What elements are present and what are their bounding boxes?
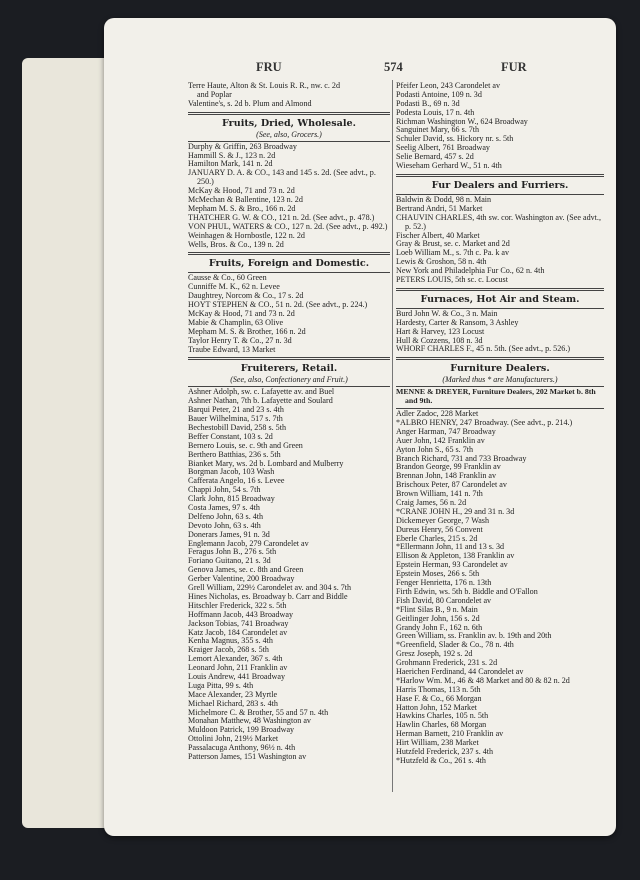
- listing-line: Borgman Jacob, 103 Wash: [188, 468, 275, 477]
- listing-line: Lewis & Groshon, 58 n. 4th: [396, 258, 487, 267]
- listing-line: Bertrand Andri, 51 Market: [396, 204, 483, 213]
- listing-line: Anger Harman, 747 Broadway: [396, 427, 496, 436]
- listing-line: Traube Edward, 13 Market: [188, 345, 276, 354]
- section-heading: Fruits, Foreign and Domestic.: [208, 258, 370, 270]
- section-entries: [188, 274, 390, 354]
- listing-line: HOYT STEPHEN & CO., 51 n. 2d. (See advt., p. 224.): [188, 301, 368, 310]
- directory-page: [104, 18, 616, 836]
- listing-line: Chappi John, 54 s. 7th: [188, 486, 261, 495]
- listing-line: Bauer Wilhelmina, 517 s. 7th: [188, 415, 283, 424]
- listing-line: Weinhagen & Hornbostle, 122 n. 2d: [188, 231, 305, 240]
- listing-line: Hirt William, 238 Market: [396, 739, 479, 748]
- section-rule: [396, 308, 604, 309]
- listing-line: Craig James, 56 n. 2d: [396, 499, 467, 508]
- listing-line: *Harlow Wm. M., 46 & 48 Market and 80 & 82 n. 2d: [396, 676, 570, 685]
- listing-line: Clark John, 815 Broadway: [188, 495, 275, 504]
- listing-line: Kenha Magnus, 355 s. 4th: [188, 637, 273, 646]
- section-rule: [188, 112, 390, 115]
- section-rule: [396, 357, 604, 360]
- listing-line: Burd John W. & Co., 3 n. Main: [396, 309, 498, 318]
- listing-line: Mabie & Champlin, 63 Olive: [188, 318, 284, 327]
- listing-line: Hammill S. & J., 123 n. 2d: [188, 151, 276, 160]
- listing-line: Michael Richard, 283 s. 4th: [188, 699, 278, 708]
- page-number: 574: [384, 60, 403, 74]
- listing-line: Patterson James, 151 Washington av: [188, 752, 307, 761]
- section-note: (See, also, Grocers.): [256, 129, 322, 139]
- left-column: [188, 82, 390, 762]
- section-entries: [188, 388, 390, 761]
- listing-line: *ALBRO HENRY, 247 Broadway. (See advt., p. 214.): [396, 419, 573, 428]
- listing-line: Cafferata Angelo, 16 s. Levee: [188, 477, 285, 486]
- listing-line: Beffer Constant, 103 s. 2d: [188, 432, 273, 441]
- listing-line: Epstein Moses, 266 s. 5th: [396, 570, 480, 579]
- listing-line: Fenger Henrietta, 176 n. 13th: [396, 579, 492, 588]
- section-heading: Fruiterers, Retail.: [240, 363, 338, 375]
- section-rule: [188, 272, 390, 273]
- section-entries: [188, 143, 390, 250]
- listing-line: Katz Jacob, 184 Carondelet av: [188, 628, 288, 637]
- listing-line: Costa James, 97 s. 4th: [188, 504, 260, 513]
- listing-line: Pfeifer Leon, 243 Carondelet av: [396, 82, 501, 90]
- listing-line: *CRANE JOHN H., 29 and 31 n. 3d: [396, 507, 515, 516]
- listing-line: Eberle Charles, 215 s. 2d: [396, 534, 478, 543]
- section-rule: [396, 386, 604, 387]
- listing-line: Brennan John, 148 Franklin av: [396, 472, 497, 481]
- listing-line: Ayton John S., 65 s. 7th: [396, 445, 474, 454]
- listing-line: Hoffmann Jacob, 443 Broadway: [188, 610, 294, 619]
- listing-line: CHAUVIN CHARLES, 4th sw. cor. Washington av. (See advt., p. 52.): [396, 213, 601, 231]
- listing-line: Mace Alexander, 23 Myrtle: [188, 690, 278, 699]
- listing-line: JANUARY D. A. & CO., 143 and 145 s. 2d. (See advt., p. 250.): [188, 169, 376, 187]
- listing-line: Leonard John, 211 Franklin av: [188, 664, 288, 673]
- listing-line: Foriano Guitano, 21 s. 3d: [188, 557, 271, 566]
- listing-line: Seelig Albert, 761 Broadway: [396, 144, 490, 153]
- listing-line: Mepham M. S. & Brother, 166 n. 2d: [188, 327, 306, 336]
- section-entries: [396, 310, 604, 354]
- listing-line: Wieseham Gerhard W., 51 n. 4th: [396, 162, 502, 171]
- listing-line: Delfeno John, 63 s. 4th: [188, 512, 264, 521]
- section-note: (See, also, Confectionery and Fruit.): [230, 375, 348, 385]
- listing-line: Sanguinet Mary, 66 s. 7th: [396, 126, 480, 135]
- section-rule: [396, 174, 604, 177]
- listing-line: Baldwin & Dodd, 98 n. Main: [396, 195, 492, 204]
- listing-line: Hardesty, Carter & Ransom, 3 Ashley: [396, 318, 519, 327]
- listing-line: Michelmore C. & Brother, 55 and 57 n. 4th: [188, 708, 329, 717]
- listing-line: Taylor Henry T. & Co., 27 n. 3d: [188, 336, 292, 345]
- listing-line: Hart & Harvey, 123 Locust: [396, 327, 485, 336]
- listing-line: Hawkins Charles, 105 n. 5th: [396, 712, 489, 721]
- listing-line: McKay & Hood, 71 and 73 n. 2d: [188, 310, 295, 318]
- listing-line: Grohmann Frederick, 231 s. 2d: [396, 659, 498, 668]
- header-right-word: FUR: [501, 60, 527, 74]
- listing-line: Terre Haute, Alton & St. Louis R. R., nw. c. 2d: [188, 82, 340, 90]
- section-entries: [396, 410, 604, 766]
- listing-line: Grandy John F., 162 n. 6th: [396, 623, 483, 632]
- listing-line: Causse & Co., 60 Green: [188, 274, 267, 283]
- listing-line: *Ellermann John, 11 and 13 s. 3d: [396, 543, 505, 552]
- section-heading: Furnaces, Hot Air and Steam.: [420, 293, 580, 305]
- section-rule: [188, 141, 390, 142]
- listing-line: Hull & Cozzens, 108 n. 3d: [396, 336, 483, 345]
- listing-line: Hamilton Mark, 141 n. 2d: [188, 160, 273, 169]
- listing-line: Devoto John, 63 s. 4th: [188, 521, 261, 530]
- listing-line: Podesta Louis, 17 n. 4th: [396, 108, 475, 117]
- section-rule: [188, 357, 390, 360]
- listing-line: Ottolini John, 219½ Market: [188, 735, 279, 744]
- listing-line: Muldoon Patrick, 199 Broadway: [188, 726, 295, 735]
- listing-line: Geitlinger John, 156 s. 2d: [396, 614, 480, 623]
- listing-line: Jackson Tobias, 741 Broadway: [188, 619, 289, 628]
- listing-line: Feragus John B., 276 s. 5th: [188, 548, 277, 557]
- listing-line: Valentine's, s. 2d b. Plum and Almond: [188, 99, 312, 108]
- section-heading: Fruits, Dried, Wholesale.: [222, 117, 356, 129]
- listing-line: Schuler David, ss. Hickory nr. s. 5th: [396, 135, 514, 144]
- listing-line: WHORF CHARLES F., 45 n. 5th. (See advt., p. 526.): [396, 345, 571, 354]
- listing-line: Brischoux Peter, 87 Carondelet av: [396, 481, 507, 490]
- listing-line: Ellison & Appleton, 138 Franklin av: [396, 552, 515, 561]
- listing-line: Bernero Louis, se. c. 9th and Green: [188, 441, 303, 450]
- listing-line: Fischer Albert, 40 Market: [396, 231, 480, 240]
- section-rule: [396, 288, 604, 291]
- listing-line: Gray & Brust, se. c. Market and 2d: [396, 240, 510, 249]
- listing-line: Hase F. & Co., 66 Morgan: [396, 694, 482, 703]
- listing-line: Epstein Herman, 93 Carondelet av: [396, 561, 508, 570]
- listing-line: Dureus Henry, 56 Convent: [396, 525, 483, 534]
- listing-line: Ashner Nathan, 7th b. Lafayette and Soulard: [188, 397, 333, 406]
- listing-line: Dickemeyer George, 7 Wash: [396, 516, 489, 525]
- listing-line: Hutzfeld Frederick, 237 s. 4th: [396, 747, 494, 756]
- right-column: [396, 82, 604, 766]
- listing-line: McKay & Hood, 71 and 73 n. 2d: [188, 187, 295, 196]
- listing-line: *Flint Silas B., 9 n. Main: [396, 605, 478, 614]
- listing-line: Lemort Alexander, 367 s. 4th: [188, 655, 283, 664]
- section-heading: Fur Dealers and Furriers.: [431, 179, 569, 191]
- listing-line: Cunniffe M. K., 62 n. Levee: [188, 283, 280, 292]
- listing-line: Hatton John, 152 Market: [396, 703, 477, 712]
- listing-line: Monahan Matthew, 48 Washington av: [188, 717, 311, 726]
- listing-line: PETERS LOUIS, 5th sc. c. Locust: [396, 275, 508, 284]
- listing-line: Branch Richard, 731 and 733 Broadway: [396, 454, 527, 463]
- listing-line: Passalacuga Anthony, 96½ n. 4th: [188, 744, 296, 753]
- listing-line: Berthero Batthias, 236 s. 5th: [188, 450, 281, 459]
- section-entries: [396, 196, 604, 285]
- page-header: [104, 60, 616, 76]
- listing-line: Mepham M. S. & Bro., 166 n. 2d: [188, 204, 296, 213]
- listing-line: THATCHER G. W. & CO., 121 n. 2d. (See advt., p. 478.): [188, 213, 375, 222]
- column-divider: [392, 80, 393, 792]
- listing-line: Ashner Adolph, sw. c. Lafayette av. and Buel: [188, 388, 335, 397]
- listing-line: Adler Zadoc, 228 Market: [396, 410, 479, 419]
- listing-line: Harris Thomas, 113 n. 5th: [396, 685, 481, 694]
- listing-line: Donerars James, 91 n. 3d: [188, 530, 270, 539]
- section-rule: [396, 408, 604, 409]
- section-entries: [396, 82, 604, 171]
- listing-line: Bianket Mary, ws. 2d b. Lombard and Mulberry: [188, 459, 344, 468]
- header-left-word: FRU: [256, 60, 282, 74]
- listing-line: Gresz Joseph, 192 s. 2d: [396, 650, 473, 659]
- listing-line: Daughtrey, Norcom & Co., 17 s. 2d: [188, 292, 304, 301]
- listing-line: Luga Pitta, 99 s. 4th: [188, 681, 254, 690]
- listing-line: Louis Andrew, 441 Broadway: [188, 672, 286, 681]
- listing-line: Auer John, 142 Franklin av: [396, 436, 485, 445]
- listing-line: Fish David, 80 Carondelet av: [396, 596, 492, 605]
- listing-line: Brown William, 141 n. 7th: [396, 490, 483, 499]
- listing-line: Podasti Antoine, 109 n. 3d: [396, 90, 482, 99]
- listing-line: Firth Edwin, ws. 5th b. Biddle and O'Fallon: [396, 587, 538, 596]
- listing-line: Barqui Peter, 21 and 23 s. 4th: [188, 406, 284, 415]
- listing-line: *Hutzfeld & Co., 261 s. 4th: [396, 756, 486, 765]
- listing-line: Hines Nicholas, es. Broadway b. Carr and Biddle: [188, 592, 348, 601]
- listing-line: Kraiger Jacob, 268 s. 5th: [188, 646, 269, 655]
- listing-line: and Poplar: [197, 90, 232, 99]
- section-rule: [188, 386, 390, 387]
- listing-line: Herman Barnett, 210 Franklin av: [396, 730, 504, 739]
- section-rule: [396, 194, 604, 195]
- listing-line: Bechestobill David, 258 s. 5th: [188, 424, 287, 433]
- listing-line: Englemann Jacob, 279 Carondelet av: [188, 539, 309, 548]
- listing-line: *Greenfield, Slader & Co., 78 n. 4th: [396, 641, 514, 650]
- section-note: (Marked thus * are Manufacturers.): [442, 375, 558, 385]
- listing-line: Selie Bernard, 457 s. 2d: [396, 153, 474, 162]
- listing-line: McMechan & Ballentine, 123 n. 2d: [188, 196, 303, 205]
- listing-line: Brandon George, 99 Franklin av: [396, 463, 501, 472]
- listing-line: Grell William, 229½ Carondelet av. and 304 s. 7th: [188, 584, 352, 593]
- listing-line: Haerichen Ferdinand, 44 Carondelet av: [396, 667, 524, 676]
- listing-line: Hawlin Charles, 68 Morgan: [396, 721, 487, 730]
- listing-line: Gerber Valentine, 200 Broadway: [188, 575, 295, 584]
- listing-line: Hitschler Frederick, 322 s. 5th: [188, 601, 287, 610]
- section-rule: [188, 252, 390, 255]
- listing-line: Richman Washington W., 624 Broadway: [396, 117, 528, 126]
- listing-line: New York and Philadelphia Fur Co., 62 n. 4th: [396, 267, 545, 276]
- listing-line: Podasti B., 69 n. 3d: [396, 99, 460, 108]
- listing-line: Green William, ss. Franklin av. b. 19th and 20th: [396, 632, 552, 641]
- listing-line: Genova James, se. c. 8th and Green: [188, 566, 304, 575]
- listing-line: Loeb William M., s. 7th c. Pa. k av: [396, 249, 510, 258]
- section-heading: Furniture Dealers.: [450, 363, 550, 375]
- listing-line: Durphy & Griffin, 263 Broadway: [188, 142, 297, 151]
- featured-listing: MENNE & DREYER, Furniture Dealers, 202 Market b. 8th and 9th.: [396, 388, 596, 406]
- listing-line: VON PHUL, WATERS & CO., 127 n. 2d. (See advt., p. 492.): [188, 222, 388, 231]
- listing-line: Wells, Bros. & Co., 139 n. 2d: [188, 240, 284, 249]
